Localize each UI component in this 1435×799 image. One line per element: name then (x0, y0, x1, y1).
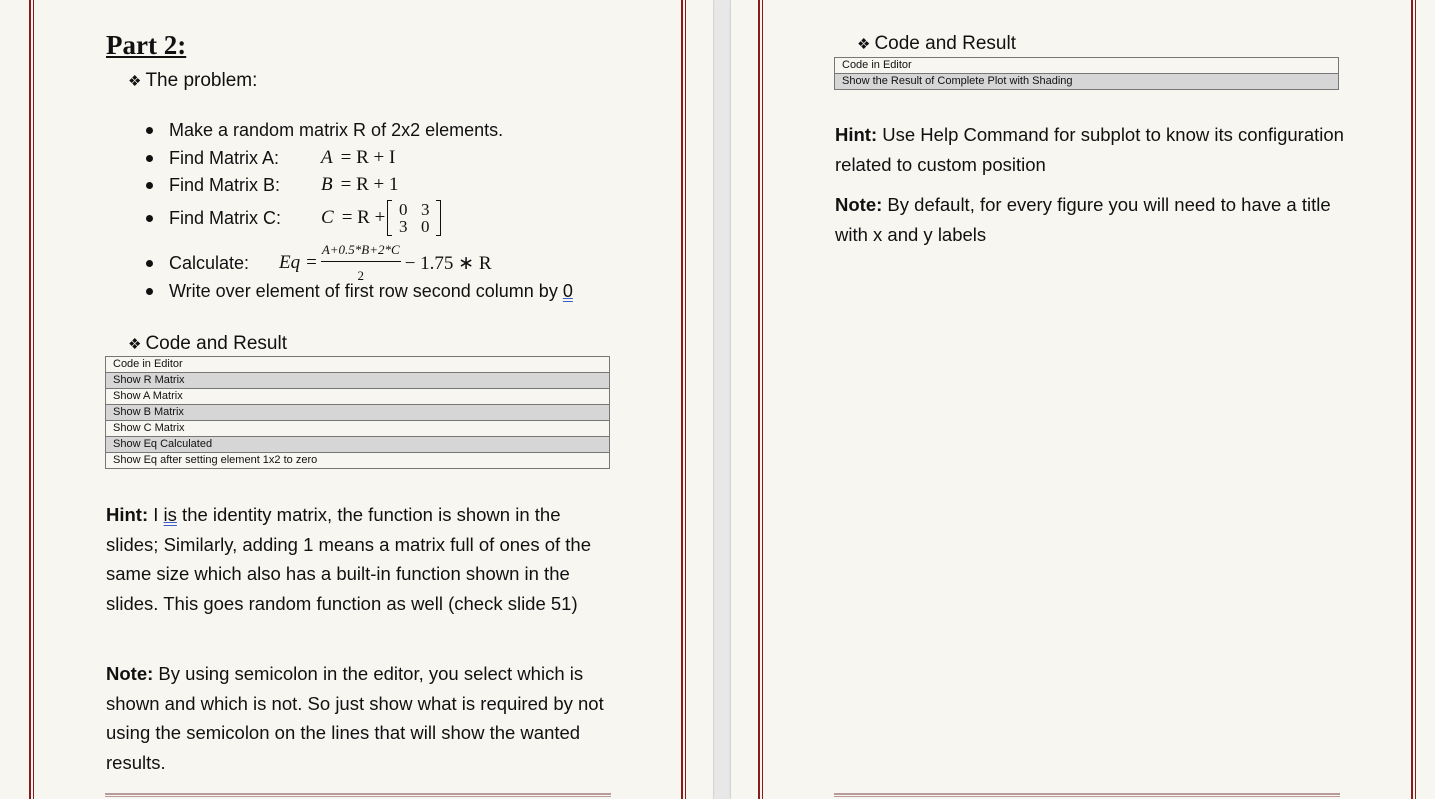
hint-text: the identity matrix, the function is shown in the slides; Similarly, adding 1 means a matrix full of ones of the same size which also has a built-in function shown in the slides. This goes random function as well (check slide 51) (106, 504, 591, 614)
list-item-value: 0 (562, 281, 573, 301)
equation-equals: = (306, 252, 317, 273)
note-label: Note: (106, 663, 154, 684)
table-cell: Show Eq after setting element 1x2 to zero (106, 453, 610, 469)
list-item (146, 147, 395, 169)
table-cell: Show the Result of Complete Plot with Shading (835, 74, 1339, 90)
page-border-right (681, 0, 686, 799)
bottom-border (105, 793, 611, 797)
document-page-right (731, 0, 1435, 799)
code-result-table (834, 57, 1339, 90)
matrix-cell: 0 (421, 217, 430, 236)
table-cell: Show B Matrix (106, 405, 610, 421)
hint-is-word: is (163, 504, 177, 525)
equation-lhs: B (321, 174, 333, 195)
note-paragraph (106, 659, 616, 777)
list-item-label: Find Matrix C: (169, 207, 282, 228)
list-item-label: Find Matrix A: (169, 147, 280, 168)
bullet-dot-icon (146, 127, 153, 134)
table-row (106, 373, 610, 389)
diamond-cluster-icon: ❖ (128, 73, 142, 90)
hint-label: Hint: (106, 504, 149, 525)
table-cell: Code in Editor (106, 357, 610, 373)
list-item-text: Make a random matrix R of 2x2 elements. (169, 120, 504, 140)
table-row (106, 389, 610, 405)
document-page-left (0, 0, 713, 799)
equation-lhs: Eq (279, 252, 301, 273)
list-item-label: Calculate: (169, 252, 250, 273)
table-row (835, 58, 1339, 74)
list-item (146, 200, 441, 236)
matrix-literal (387, 200, 441, 236)
matrix-cell: 3 (399, 217, 408, 236)
table-row (106, 357, 610, 373)
fraction-denominator: 2 (357, 268, 364, 283)
list-item (146, 120, 503, 141)
note-text: By using semicolon in the editor, you select which is shown and which is not. So just show what is required by not using the semicolon on the lines that will show the wanted results. (106, 663, 604, 773)
hint-paragraph (106, 500, 616, 618)
list-item-label: Find Matrix B: (169, 174, 281, 195)
equation-lhs: A (321, 147, 333, 168)
bottom-border (834, 793, 1340, 797)
page-border-right (1411, 0, 1416, 799)
hint-paragraph (835, 120, 1345, 179)
hint-label: Hint: (835, 124, 878, 145)
table-row (106, 421, 610, 437)
hint-pre: I (148, 504, 164, 525)
problem-heading (128, 70, 257, 92)
problem-heading-text: The problem: (145, 70, 258, 91)
table-cell: Show R Matrix (106, 373, 610, 389)
equation-lhs: C (321, 207, 334, 228)
bullet-dot-icon (146, 215, 153, 222)
diamond-cluster-icon: ❖ (128, 336, 142, 353)
matrix-cell: 0 (399, 200, 408, 219)
bullet-dot-icon (146, 182, 153, 189)
bullet-dot-icon (146, 155, 153, 162)
hint-text: Use Help Command for subplot to know its configuration related to custom position (835, 124, 1344, 175)
equation-fraction (321, 242, 401, 284)
code-result-heading-text: Code and Result (145, 333, 287, 354)
code-result-heading (857, 33, 1016, 55)
matrix-cell: 3 (421, 200, 430, 219)
note-paragraph (835, 190, 1345, 249)
list-item (146, 242, 492, 284)
note-text: By default, for every figure you will need to have a title with x and y labels (835, 194, 1331, 245)
page-border-left (758, 0, 763, 799)
code-result-heading (128, 333, 287, 355)
section-title: Part 2: (106, 30, 187, 60)
table-cell: Show Eq Calculated (106, 437, 610, 453)
table-row (835, 74, 1339, 90)
table-row (106, 453, 610, 469)
equation-tail: − 1.75 ∗ R (404, 252, 492, 274)
equation-rhs: = R + (341, 207, 386, 228)
code-result-heading-text: Code and Result (874, 33, 1016, 54)
table-row (106, 437, 610, 453)
equation-rhs: = R + 1 (340, 174, 399, 195)
equation-rhs: = R + I (340, 147, 396, 168)
table-row (106, 405, 610, 421)
diamond-cluster-icon: ❖ (857, 36, 871, 53)
list-item (146, 281, 573, 302)
table-cell: Show A Matrix (106, 389, 610, 405)
table-cell: Show C Matrix (106, 421, 610, 437)
bullet-dot-icon (146, 288, 153, 295)
note-label: Note: (835, 194, 883, 215)
list-item (146, 174, 398, 196)
bullet-dot-icon (146, 260, 153, 267)
table-cell: Code in Editor (835, 58, 1339, 74)
code-result-table (105, 356, 610, 469)
page-border-left (29, 0, 34, 799)
fraction-numerator: A+0.5*B+2*C (321, 242, 401, 262)
list-item-text: Write over element of first row second column by (169, 281, 558, 301)
